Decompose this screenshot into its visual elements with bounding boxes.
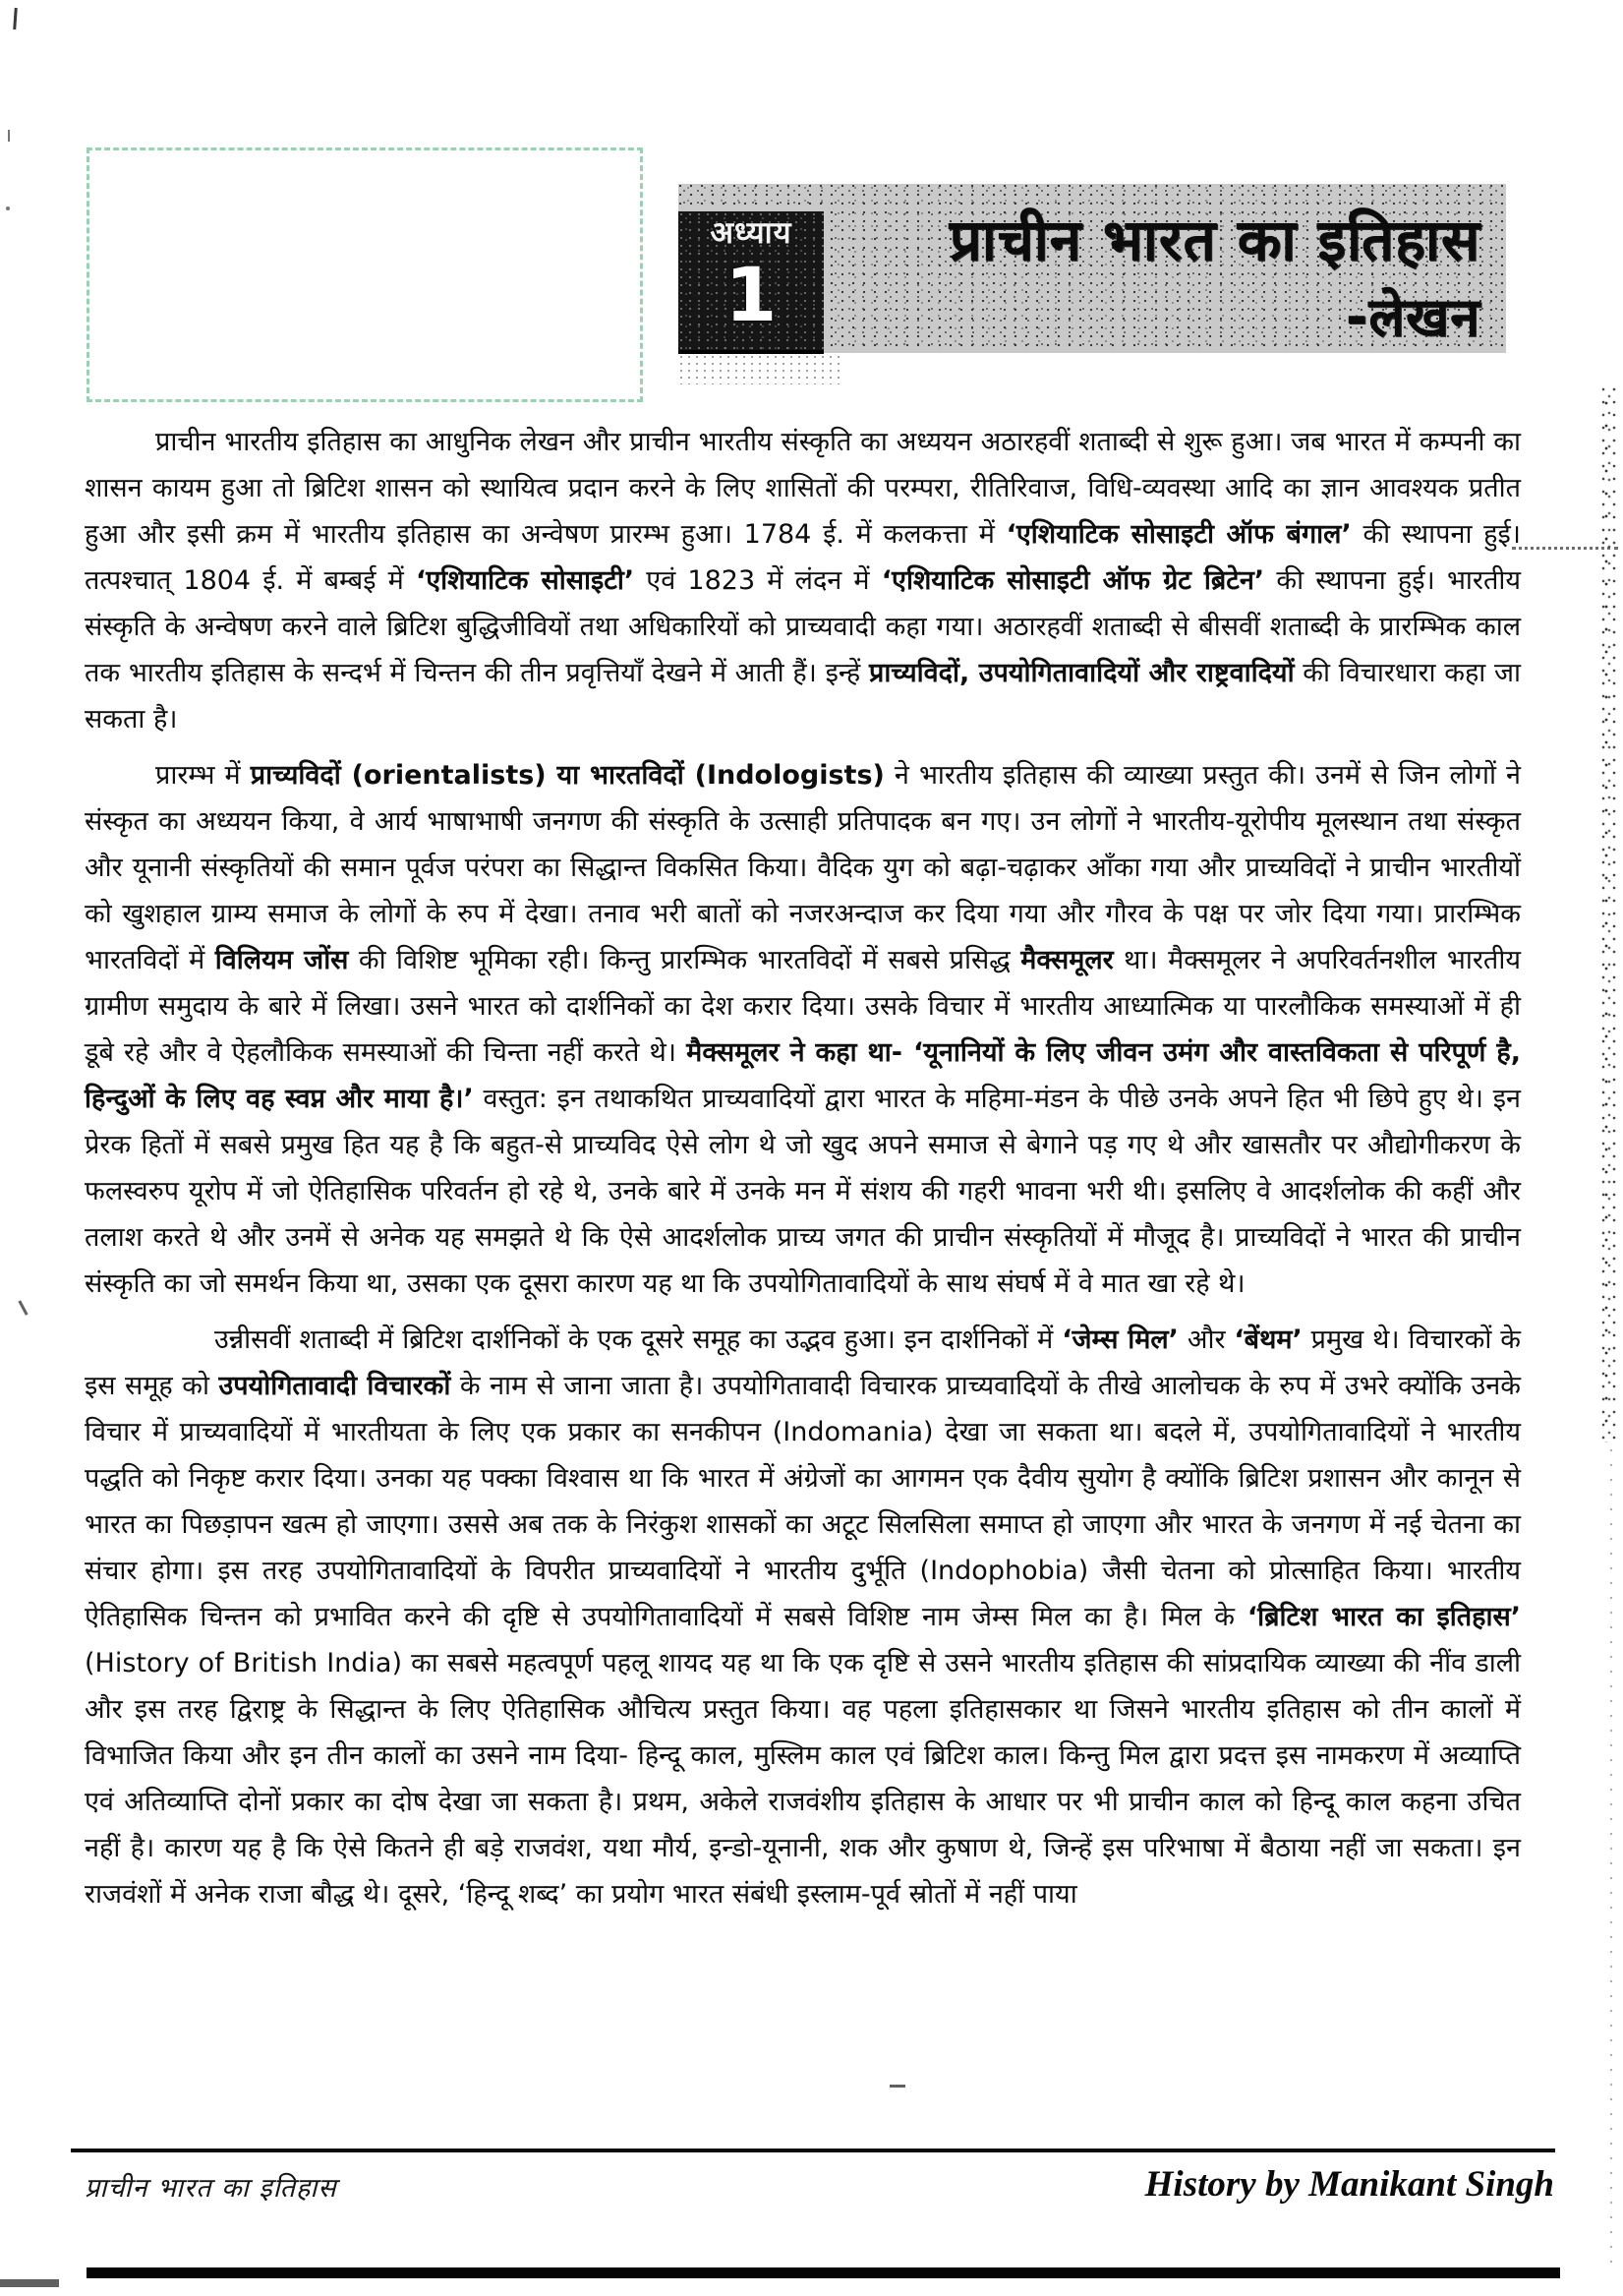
scan-artifact-mark <box>18 1300 28 1316</box>
chapter-number-box <box>678 211 824 354</box>
scan-artifact-mark <box>13 8 18 29</box>
scan-smudge <box>678 353 845 384</box>
footer-author-credit: History by Manikant Singh <box>1144 2164 1554 2205</box>
page-subtitle: -लेखन <box>1345 286 1480 348</box>
scan-bottom-bar <box>87 2267 1560 2278</box>
chapter-number: 1 <box>725 251 778 338</box>
scan-artifact-mark <box>890 2085 905 2088</box>
scan-artifact-mark <box>8 130 10 142</box>
footer-book-title: प्राचीन भारत का इतिहास <box>85 2173 337 2204</box>
dotted-scan-line <box>1512 547 1618 550</box>
selection-rectangle[interactable] <box>87 147 643 402</box>
page-edge-noise <box>1608 1445 1618 2271</box>
footer-divider <box>71 2149 1555 2152</box>
paragraph-3: उन्नीसवीं शताब्दी में ब्रिटिश दार्शनिकों के एक दूसरे समूह का उद्भव हुआ। इन दार्शनिकों में ‘जेम्स मिल’ और ‘बेंथम’ प्रमुख थे। विचारकों के इस समूह को उपयोगितावादी विचारकों के नाम से जाना जाता है। उपयोगितावादी विचारक प्राच्यवादियों के तीखे आलोचक के रुप में उभरे क्योंकि उनके विचार में प्राच्यवादियों में भारतीयता के लिए एक प्रकार का सनकीपन (Indomania) देखा जा सकता था। बदले में, उपयोगितावादियों ने भारतीय पद्धति को निकृष्ट करार दिया। उनका यह पक्का विश्वास था कि भारत में अंग्रेजों का आगमन एक दैवीय सुयोग है क्योंकि ब्रिटिश प्रशासन और कानून से भारत का पिछड़ापन खत्म हो जाएगा। उससे अब तक के निरंकुश शासकों का अटूट सिलसिला समाप्त हो जाएगा और भारत के जनगण में नई चेतना का संचार होगा। इस तरह उपयोगितावादियों के विपरीत प्राच्यवादियों ने भारतीय दुर्भूति (Indophobia) जैसी चेतना को प्रोत्साहित किया। भारतीय ऐतिहासिक चिन्तन को प्रभावित करने की दृष्टि से उपयोगितावादियों में सबसे विशिष्ट नाम जेम्स मिल का है। मिल के ‘ब्रिटिश भारत का इतिहास’ (History of British India) का सबसे महत्वपूर्ण पहलू शायद यह था कि एक दृष्टि से उसने भारतीय इतिहास की सांप्रदायिक व्याख्या की नींव डाली और इस तरह द्विराष्ट्र के सिद्धान्त के लिए ऐतिहासिक औचित्य प्रस्तुत किया। वह पहला इतिहासकार था जिसने भारतीय इतिहास को तीन कालों में विभाजित किया और इन तीन कालों का उसने नाम दिया- हिन्दू काल, मुस्लिम काल एवं ब्रिटिश काल। किन्तु मिल द्वारा प्रदत्त इस नामकरण में अव्याप्ति एवं अतिव्याप्ति दोनों प्रकार का दोष देखा जा सकता है। प्रथम, अकेले राजवंशीय इतिहास के आधार पर भी प्राचीन काल को हिन्दू काल कहना उचित नहीं है। कारण यह है कि ऐसे कितने ही बड़े राजवंश, यथा मौर्य, इन्डो-यूनानी, शक और कुषाण थे, जिन्हें इस परिभाषा में बैठाया नहीं जा सकता। इन राजवंशों में अनेक राजा बौद्ध थे। दूसरे, ‘हिन्दू शब्द’ का प्रयोग भारत संबंधी इस्लाम-पूर्व स्रोतों में नहीं पाया <box>85 1325 1522 1910</box>
page-title: प्राचीन भारत का इतिहास <box>949 206 1480 273</box>
paragraph-2: प्रारम्भ में प्राच्यविदों (orientalists) या भारतविदों (Indologists) ने भारतीय इतिहास की व्याख्या प्रस्तुत की। उनमें से जिन लोगों ने संस्कृत का अध्ययन किया, वे आर्य भाषाभाषी जनगण की संस्कृति के उत्साही प्रतिपादक बन गए। उन लोगों ने भारतीय-यूरोपीय मूलस्थान तथा संस्कृत और यूनानी संस्कृतियों की समान पूर्वज परंपरा का सिद्धान्त विकसित किया। वैदिक युग को बढ़ा-चढ़ाकर आँका गया और प्राच्यविदों ने प्राचीन भारतीयों को खुशहाल ग्राम्य समाज के लोगों के रुप में देखा। तनाव भरी बातों को नजरअन्दाज कर दिया गया और गौरव के पक्ष पर जोर दिया गया। प्रारम्भिक भारतविदों में विलियम जोंस की विशिष्ट भूमिका रही। किन्तु प्रारम्भिक भारतविदों में सबसे प्रसिद्ध मैक्समूलर था। मैक्समूलर ने अपरिवर्तनशील भारतीय ग्रामीण समुदाय के बारे में लिखा। उसने भारत को दार्शनिकों का देश करार दिया। उसके विचार में भारतीय आध्यात्मिक या पारलौकिक समस्याओं में ही डूबे रहे और वे ऐहलौकिक समस्याओं की चिन्ता नहीं करते थे। मैक्समूलर ने कहा था- ‘यूनानियों के लिए जीवन उमंग और वास्तविकता से परिपूर्ण है, हिन्दुओं के लिए वह स्वप्न और माया है।’ वस्तुत: इन तथाकथित प्राच्यवादियों द्वारा भारत के महिमा-मंडन के पीछे उनके अपने हित भी छिपे हुए थे। इन प्रेरक हितों में सबसे प्रमुख हित यह है कि बहुत-से प्राच्यविद ऐसे लोग थे जो खुद अपने समाज से बेगाने पड़ गए थे और खासतौर पर औद्योगीकरण के फलस्वरुप यूरोप में जो ऐतिहासिक परिवर्तन हो रहे थे, उनके बारे में उनके मन में संशय की गहरी भावना भरी थी। इसलिए वे आदर्शलोक की कहीं और तलाश करते थे और उनमें से अनेक यह समझते थे कि ऐसे आदर्शलोक प्राच्य जगत की प्राचीन संस्कृतियों में मौजूद है। प्राच्यविदों ने भारत की प्राचीन संस्कृति का जो समर्थन किया था, उसका एक दूसरा कारण यह था कि उपयोगितावादियों के साथ संघर्ष में वे मात खा रहे थे। <box>85 760 1521 1299</box>
page-edge-noise <box>1600 385 1617 1442</box>
scan-bottom-bar-stub <box>0 2279 59 2287</box>
page-body <box>85 419 1521 1927</box>
scan-artifact-mark <box>6 206 10 210</box>
chapter-label: अध्याय <box>710 215 792 251</box>
paragraph-1: प्राचीन भारतीय इतिहास का आधुनिक लेखन और प्राचीन भारतीय संस्कृति का अध्ययन अठारहवीं शताब्दी से शुरू हुआ। जब भारत में कम्पनी का शासन कायम हुआ तो ब्रिटिश शासन को स्थायित्व प्रदान करने के लिए शासितों की परम्परा, रीतिरिवाज, विधि-व्यवस्था आदि का ज्ञान आवश्यक प्रतीत हुआ और इसी क्रम में भारतीय इतिहास का अन्वेषण प्रारम्भ हुआ। 1784 ई. में कलकत्ता में ‘एशियाटिक सोसाइटी ऑफ बंगाल’ की स्थापना हुई। तत्पश्चात् 1804 ई. में बम्बई में ‘एशियाटिक सोसाइटी’ एवं 1823 में लंदन में ‘एशियाटिक सोसाइटी ऑफ ग्रेट ब्रिटेन’ की स्थापना हुई। भारतीय संस्कृति के अन्वेषण करने वाले ब्रिटिश बुद्धिजीवियों तथा अधिकारियों को प्राच्यवादी कहा गया। अठारहवीं शताब्दी से बीसवीं शताब्दी के प्रारम्भिक काल तक भारतीय इतिहास के सन्दर्भ में चिन्तन की तीन प्रवृत्तियाँ देखने में आती हैं। इन्हें प्राच्यविदों, उपयोगितावादियों और राष्ट्रवादियों की विचारधारा कहा जा सकता है। <box>85 427 1522 735</box>
